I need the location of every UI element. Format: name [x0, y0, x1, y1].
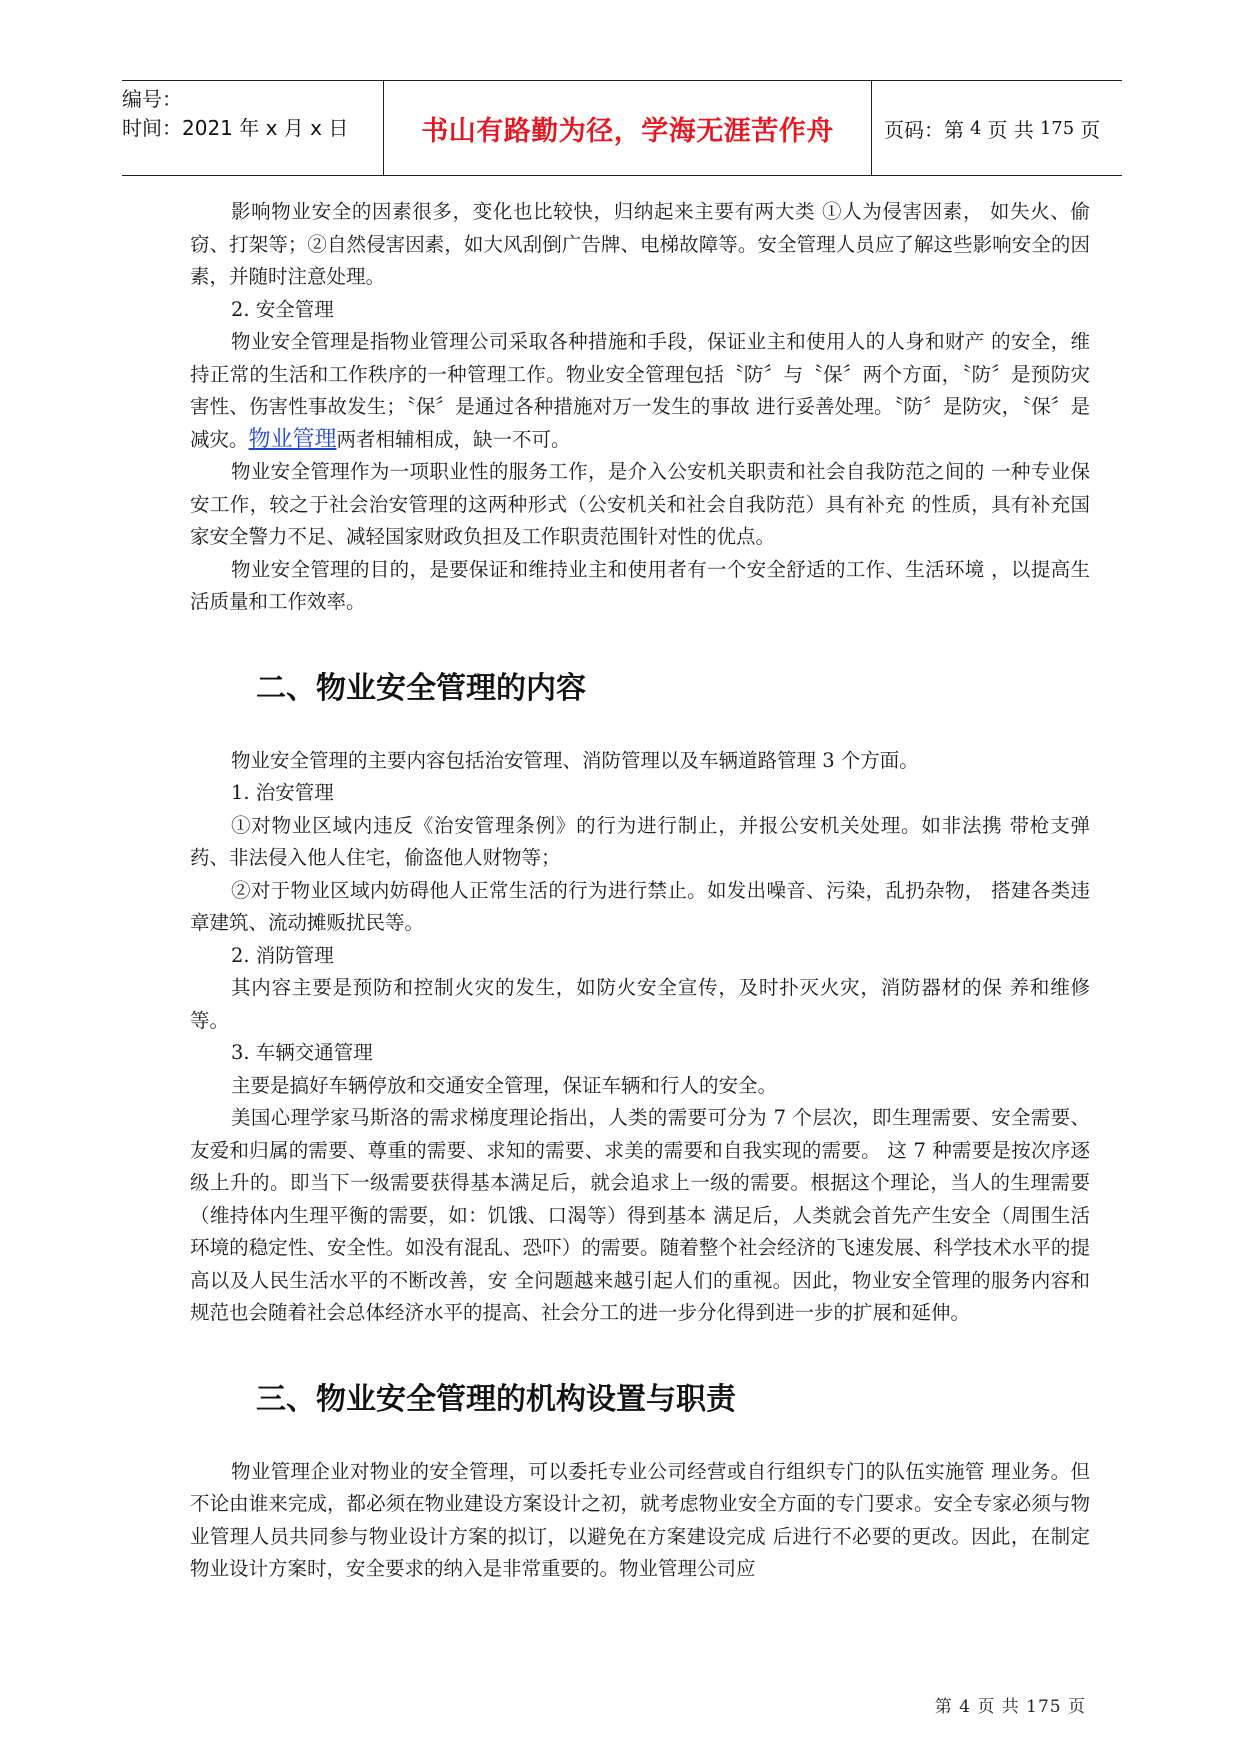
paragraph-content-intro: 物业安全管理的主要内容包括治安管理、消防管理以及车辆道路管理 3 个方面。: [231, 748, 919, 772]
header-motto: 书山有路勤为径，学海无涯苦作舟: [384, 81, 872, 175]
page-footer: 第 4 页 共 175 页: [934, 1697, 1086, 1717]
header-info-cell: [122, 81, 384, 175]
section-heading-organization: 三、物业安全管理的机构设置与职责: [256, 1381, 736, 1417]
page-header: [122, 80, 1122, 176]
paragraph-security-item-2: ②对于物业区域内妨碍他人正常生活的行为进行禁止。如发出噪音、污染，乱扔杂物， 搭建各类违章建筑、流动摊贩扰民等。: [190, 878, 1090, 934]
header-page-info: [872, 81, 1122, 175]
page-total: 175: [1039, 117, 1075, 139]
subheading-public-security: 1. 治安管理: [231, 781, 334, 804]
paragraph-organization: 物业管理企业对物业的安全管理，可以委托专业公司经营或自行组织专门的队伍实施管 理业务。但不论由谁来完成，都必须在物业建设方案设计之初，就考虑物业安全方面的专门要求。安全专家必须与物业管理人员共同参与物业设计方案的拟订，以避免在方案建设完成 后进行不必要的更改。因此，在制定物业设计方案时，安全要求的纳入是非常重要的。物业管理公司应: [190, 1459, 1090, 1580]
paragraph-fire: 其内容主要是预防和控制火灾的发生，如防火安全宣传，及时扑灭火灾，消防器材的保 养和维修等。: [190, 976, 1090, 1032]
document-body: [190, 196, 1090, 1586]
paragraph-definition-tail: 两者相辅相成，缺一不可。: [336, 427, 571, 451]
paragraph-traffic: 主要是搞好车辆停放和交通安全管理，保证车辆和行人的安全。: [231, 1073, 778, 1097]
paragraph-definition-text: 物业安全管理是指物业管理公司采取各种措施和手段，保证业主和使用人的人身和财产 的安全，维持正常的生活和工作秩序的一种管理工作。物业安全管理包括〝防〞与〝保〞两个方面，〝防〞是预防灾害性、伤害性事故发生；〝保〞是通过各种措施对万一发生的事故 进行妥善处理。〝防〞是防灾，〝保〞是减灾。: [190, 330, 1090, 451]
paragraph-factors: 影响物业安全的因素很多，变化也比较快，归纳起来主要有两大类 ①人为侵害因素， 如失火、偷窃、打架等；②自然侵害因素，如大风刮倒广告牌、电梯故障等。安全管理人员应了解这些影响安全的因素，并随时注意处理。: [190, 200, 1090, 288]
document-number-label: 编号：: [122, 87, 182, 111]
paragraph-security-item-1: ①对物业区域内违反《治安管理条例》的行为进行制止，并报公安机关处理。如非法携 带枪支弹药、非法侵入他人住宅，偷盗他人财物等；: [190, 813, 1090, 869]
page-prefix: 页码：第: [884, 117, 964, 142]
subheading-traffic-management: 3. 车辆交通管理: [231, 1041, 373, 1064]
document-time-label: 时间：2021 年 x 月 x 日: [122, 116, 349, 140]
paragraph-maslow: 美国心理学家马斯洛的需求梯度理论指出，人类的需要可分为 7 个层次，即生理需要、安全需要、友爱和归属的需要、尊重的需要、求知的需要、求美的需要和自我实现的需要。 这 7 种需要是按次序逐级上升的。即当下一级需要获得基本满足后，就会追求上一级的需要。根据这个理论，当人的生理需要（维持体内生理平衡的需要，如：饥饿、口渴等）得到基本 满足后，人类就会首先产生安全（周围生活环境的稳定性、安全性。如没有混乱、恐吓）的需要。随着整个社会经济的飞速发展、科学技术水平的提高以及人民生活水平的不断改善，安 全问题越来越引起人们的重视。因此，物业安全管理的服务内容和规范也会随着社会总体经济水平的提高、社会分工的进一步分化得到进一步的扩展和延伸。: [190, 1106, 1090, 1324]
page-mid: 页 共: [987, 117, 1034, 142]
paragraph-purpose: 物业安全管理的目的，是要保证和维持业主和使用者有一个安全舒适的工作、生活环境 ，以提高生活质量和工作效率。: [190, 557, 1090, 613]
subheading-fire-management: 2. 消防管理: [231, 943, 334, 967]
section-heading-content: 二、物业安全管理的内容: [256, 670, 586, 706]
paragraph-definition: [190, 326, 1090, 456]
page-number: 4: [970, 117, 982, 139]
subheading-security-management: 2. 安全管理: [231, 297, 334, 321]
page-suffix: 页: [1080, 117, 1101, 142]
paragraph-nature: 物业安全管理作为一项职业性的服务工作，是介入公安机关职责和社会自我防范之间的 一种专业保安工作，较之于社会治安管理的这两种形式（公安机关和社会自我防范）具有补充 的性质，具有补充国家安全警力不足、减轻国家财政负担及工作职责范围针对性的优点。: [190, 460, 1090, 548]
property-management-link[interactable]: 物业管理: [248, 426, 337, 452]
